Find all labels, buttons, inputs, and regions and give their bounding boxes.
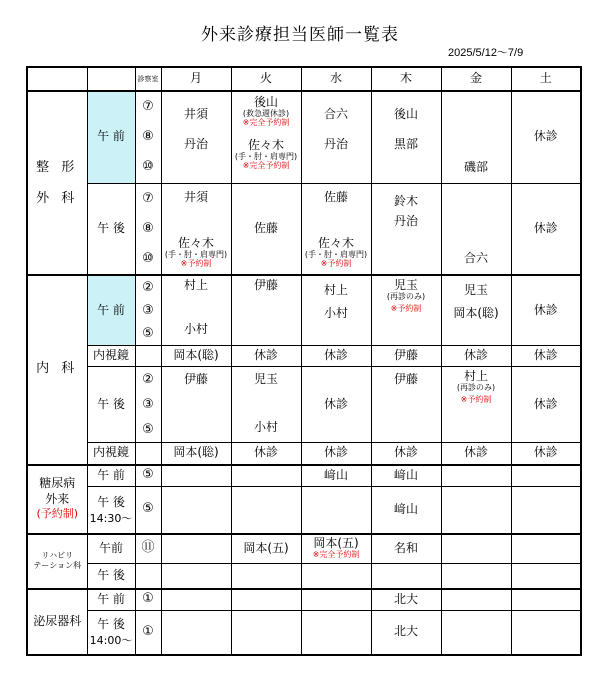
rehab-pm-sat (511, 564, 581, 589)
naika-am-wed (301, 275, 371, 346)
dept-orthopedics-line2: 外 科 (36, 191, 79, 206)
urology-pm-room: ① (135, 611, 161, 655)
doctor-note: (再診のみ) (456, 382, 496, 392)
rehab-pm-wed (301, 564, 371, 589)
urology-am-tue (231, 589, 301, 611)
naika-endo2-sat: 休診 (511, 443, 581, 465)
room-10: ⑩ (142, 250, 154, 266)
urology-pm-tue (231, 611, 301, 655)
ortho-am-label: 午 前 (87, 91, 135, 183)
diabetes-am-label: 午 前 (87, 465, 135, 487)
diabetes-pm-time: 14:30～ (89, 511, 133, 525)
naika-pm-fri (441, 367, 511, 443)
doctor-note: (手・肘・肩専門) (164, 250, 228, 260)
naika-pm-tue (231, 367, 301, 443)
naika-am-tue: 伊藤 (231, 275, 301, 346)
room-3: ③ (142, 397, 154, 412)
diabetes-am-sat (511, 465, 581, 487)
reservation-note: ※完全予約制 (242, 117, 290, 127)
urology-pm-label (87, 611, 135, 655)
doctor: 佐藤 (323, 189, 348, 204)
header-time-cell (87, 67, 135, 91)
reservation-note: ※完全予約制 (242, 160, 290, 170)
naika-endo2-label: 内視鏡 (87, 443, 135, 465)
doctor: 合六 (323, 107, 348, 121)
naika-endo1-label: 内視鏡 (87, 346, 135, 367)
rehab-am-room: ⑪ (135, 534, 161, 564)
dept-rehab-line2: テーション科 (33, 561, 82, 570)
room-8: ⑧ (142, 129, 154, 145)
urology-pm-label-text: 午 後 (97, 617, 125, 631)
doctor: 村上 (463, 369, 488, 383)
schedule-table (26, 66, 582, 656)
doctor: 岡本(聡) (453, 306, 499, 320)
room-2: ② (142, 280, 154, 295)
ortho-pm-sat: 休診 (511, 183, 581, 275)
doctor-note: (救急週休診) (242, 108, 290, 118)
doctor: 小村 (323, 306, 348, 320)
urology-pm-wed (301, 611, 371, 655)
header-dept-cell (27, 67, 87, 91)
naika-endo1-thu: 伊藤 (371, 346, 441, 367)
header-day-sat: 土 (511, 67, 581, 91)
diabetes-pm-fri (441, 487, 511, 534)
doctor-note: (再診のみ) (386, 291, 426, 301)
doctor: 後山 (253, 95, 278, 109)
doctor: 児玉 (253, 372, 278, 386)
dept-orthopedics-line1: 整 形 (36, 159, 79, 175)
naika-endo1-room (135, 346, 161, 367)
rehab-pm-tue (231, 564, 301, 589)
doctor: 黒部 (393, 137, 418, 151)
naika-pm-thu: 伊藤 (371, 367, 441, 443)
room-8: ⑧ (142, 220, 154, 236)
reservation-note: ※予約制 (180, 258, 212, 268)
rehab-am-sat (511, 534, 581, 564)
diabetes-pm-wed (301, 487, 371, 534)
urology-am-room: ① (135, 589, 161, 611)
naika-endo2-wed: 休診 (301, 443, 371, 465)
schedule-period: 2025/5/12～7/9 (448, 47, 524, 59)
doctor: 丹治 (323, 137, 348, 151)
dept-urology: 泌尿器科 (27, 589, 87, 655)
naika-endo1-mon: 岡本(聡) (161, 346, 231, 367)
reservation-note: ※予約制 (320, 258, 352, 268)
doctor: 小村 (183, 321, 208, 336)
room-5: ⑤ (142, 422, 154, 437)
ortho-am-wed (301, 91, 371, 183)
urology-pm-sat (511, 611, 581, 655)
diabetes-am-fri (441, 465, 511, 487)
ortho-pm-mon (161, 183, 231, 275)
doctor: 丹治 (393, 213, 418, 228)
room-3: ③ (142, 303, 154, 318)
diabetes-pm-sat (511, 487, 581, 534)
ortho-am-tue (231, 91, 301, 183)
ortho-am-thu (371, 91, 441, 183)
room-2: ② (142, 372, 154, 387)
ortho-am-rooms (135, 91, 161, 183)
ortho-pm-wed (301, 183, 371, 275)
diabetes-am-thu: 﨑山 (371, 465, 441, 487)
urology-am-sat (511, 589, 581, 611)
rehab-am-tue: 岡本(五) (231, 534, 301, 564)
urology-am-thu: 北大 (371, 589, 441, 611)
urology-pm-mon (161, 611, 231, 655)
naika-am-label: 午 前 (87, 275, 135, 346)
dept-diabetes-line3: (予約制) (36, 507, 79, 521)
doctor: 村上 (183, 278, 208, 292)
header-day-mon: 月 (161, 67, 231, 91)
diabetes-pm-label-text: 午 後 (97, 494, 125, 509)
naika-endo2-fri: 休診 (441, 443, 511, 465)
urology-pm-time: 14:00～ (89, 634, 133, 647)
dept-internal-medicine: 内 科 (27, 275, 87, 465)
doctor: 佐々木 (247, 138, 284, 153)
naika-am-mon (161, 275, 231, 346)
rehab-pm-thu (371, 564, 441, 589)
naika-am-sat: 休診 (511, 275, 581, 346)
naika-endo1-sat: 休診 (511, 346, 581, 367)
doctor: 後山 (393, 107, 418, 121)
room-7: ⑦ (142, 190, 154, 206)
rehab-am-label: 午前 (87, 534, 135, 564)
doctor: 児玉 (463, 283, 488, 297)
diabetes-am-tue (231, 465, 301, 487)
diabetes-am-mon (161, 465, 231, 487)
doctor: 岡本(五) (313, 536, 359, 551)
header-day-fri: 金 (441, 67, 511, 91)
urology-pm-thu: 北大 (371, 611, 441, 655)
diabetes-pm-tue (231, 487, 301, 534)
doctor: 小村 (253, 419, 278, 434)
naika-pm-mon: 伊藤 (161, 367, 231, 443)
dept-diabetes-line1: 糖尿病 (39, 476, 76, 491)
naika-pm-rooms (135, 367, 161, 443)
ortho-pm-tue: 佐藤 (231, 183, 301, 275)
doctor: 井須 (183, 189, 208, 204)
doctor: 村上 (323, 283, 348, 297)
urology-pm-fri (441, 611, 511, 655)
rehab-pm-fri (441, 564, 511, 589)
dept-rehabilitation (27, 534, 87, 589)
header-room: 診察室 (135, 67, 161, 91)
urology-am-fri (441, 589, 511, 611)
naika-pm-label: 午 後 (87, 367, 135, 443)
urology-am-label: 午 前 (87, 589, 135, 611)
naika-pm-sat: 休診 (511, 367, 581, 443)
ortho-am-sat: 休診 (511, 91, 581, 183)
diabetes-pm-room: ⑤ (135, 487, 161, 534)
doctor: 鈴木 (393, 193, 418, 208)
page-title: 外来診療担当医師一覧表 (201, 25, 399, 45)
room-10: ⑩ (142, 159, 154, 175)
naika-endo1-tue: 休診 (231, 346, 301, 367)
urology-am-wed (301, 589, 371, 611)
doctor-note: (手・肘・肩専門) (234, 152, 298, 162)
dept-orthopedics (27, 91, 87, 275)
naika-am-rooms (135, 275, 161, 346)
naika-endo2-room (135, 443, 161, 465)
naika-endo2-mon: 岡本(聡) (161, 443, 231, 465)
doctor: 佐々木 (317, 236, 354, 251)
room-7: ⑦ (142, 99, 154, 115)
header-day-wed: 水 (301, 67, 371, 91)
naika-pm-wed: 休診 (301, 367, 371, 443)
dept-diabetes-line2: 外来 (45, 491, 70, 506)
naika-endo2-tue: 休診 (231, 443, 301, 465)
doctor: 井須 (183, 107, 208, 121)
rehab-am-mon (161, 534, 231, 564)
urology-am-mon (161, 589, 231, 611)
ortho-am-mon (161, 91, 231, 183)
naika-am-fri (441, 275, 511, 346)
reservation-note: ※予約制 (460, 394, 492, 404)
dept-diabetes (27, 465, 87, 534)
header-day-tue: 火 (231, 67, 301, 91)
doctor-note: (手・肘・肩専門) (304, 250, 368, 260)
ortho-pm-thu (371, 183, 441, 275)
ortho-pm-rooms (135, 183, 161, 275)
doctor: 佐々木 (177, 236, 214, 251)
dept-rehab-line1: リハビリ (41, 551, 74, 560)
ortho-pm-label: 午 後 (87, 183, 135, 275)
rehab-pm-label: 午 後 (87, 564, 135, 589)
diabetes-pm-mon (161, 487, 231, 534)
diabetes-am-wed: 﨑山 (301, 465, 371, 487)
diabetes-am-room: ⑤ (135, 465, 161, 487)
rehab-pm-mon (161, 564, 231, 589)
rehab-am-thu: 名和 (371, 534, 441, 564)
reservation-note: ※予約制 (390, 303, 422, 313)
naika-endo1-fri: 休診 (441, 346, 511, 367)
reservation-note: ※完全予約制 (312, 550, 360, 560)
naika-endo2-thu: 休診 (371, 443, 441, 465)
doctor: 児玉 (393, 278, 418, 292)
naika-am-thu (371, 275, 441, 346)
header-day-thu: 木 (371, 67, 441, 91)
rehab-am-fri (441, 534, 511, 564)
diabetes-pm-label (87, 487, 135, 534)
naika-endo1-wed: 休診 (301, 346, 371, 367)
rehab-pm-room (135, 564, 161, 589)
doctor: 丹治 (183, 137, 208, 151)
room-5: ⑤ (142, 326, 154, 341)
ortho-pm-fri: 合六 (441, 183, 511, 275)
ortho-am-fri: 磯部 (441, 91, 511, 183)
rehab-am-wed (301, 534, 371, 564)
diabetes-pm-thu: 﨑山 (371, 487, 441, 534)
